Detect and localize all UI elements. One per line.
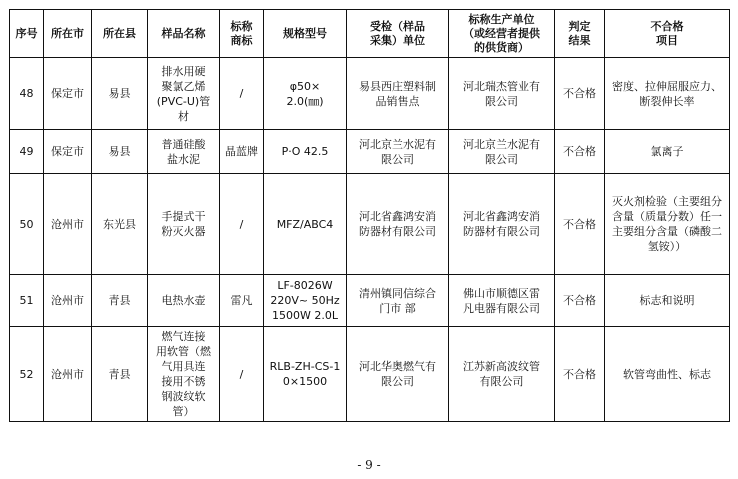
cell-result: 不合格 bbox=[555, 58, 605, 130]
header-seq: 序号 bbox=[10, 10, 44, 58]
cell-inspected-unit: 清州镇同信综合 门市 部 bbox=[347, 275, 449, 327]
cell-spec: MFZ/ABC4 bbox=[264, 174, 347, 275]
cell-county: 东光县 bbox=[92, 174, 148, 275]
cell-seq: 52 bbox=[10, 327, 44, 422]
cell-spec: φ50× 2.0(㎜) bbox=[264, 58, 347, 130]
cell-producer: 江苏新高波纹管 有限公司 bbox=[449, 327, 555, 422]
cell-sample-name: 排水用硬 聚氯乙烯 (PVC-U)管 材 bbox=[148, 58, 220, 130]
cell-producer: 佛山市顺德区雷 凡电器有限公司 bbox=[449, 275, 555, 327]
cell-spec: LF-8026W 220V~ 50Hz 1500W 2.0L bbox=[264, 275, 347, 327]
table-row bbox=[10, 327, 730, 422]
cell-inspected-unit: 河北华奥燃气有 限公司 bbox=[347, 327, 449, 422]
cell-producer: 河北京兰水泥有 限公司 bbox=[449, 130, 555, 174]
cell-seq: 51 bbox=[10, 275, 44, 327]
cell-inspected-unit: 易县西庄塑料制 品销售点 bbox=[347, 58, 449, 130]
header-sample-name: 样品名称 bbox=[148, 10, 220, 58]
cell-producer: 河北省鑫鸿安消 防器材有限公司 bbox=[449, 174, 555, 275]
cell-city: 沧州市 bbox=[44, 327, 92, 422]
cell-brand: 雷凡 bbox=[220, 275, 264, 327]
cell-sample-name: 普通硅酸 盐水泥 bbox=[148, 130, 220, 174]
cell-county: 青县 bbox=[92, 327, 148, 422]
cell-inspected-unit: 河北京兰水泥有 限公司 bbox=[347, 130, 449, 174]
header-city: 所在市 bbox=[44, 10, 92, 58]
cell-spec: RLB-ZH-CS-1 0×1500 bbox=[264, 327, 347, 422]
cell-failed-items: 密度、拉伸屈服应力、 断裂伸长率 bbox=[605, 58, 730, 130]
table-row bbox=[10, 130, 730, 174]
header-row bbox=[10, 10, 730, 58]
cell-inspected-unit: 河北省鑫鸿安消 防器材有限公司 bbox=[347, 174, 449, 275]
cell-result: 不合格 bbox=[555, 275, 605, 327]
cell-spec: P·O 42.5 bbox=[264, 130, 347, 174]
cell-seq: 48 bbox=[10, 58, 44, 130]
cell-city: 保定市 bbox=[44, 130, 92, 174]
cell-failed-items: 灭火剂检验（主要组分 含量（质量分数）任一 主要组分含量（磷酸二 氢铵）） bbox=[605, 174, 730, 275]
cell-failed-items: 氯离子 bbox=[605, 130, 730, 174]
header-inspected-unit: 受检（样品 采集）单位 bbox=[347, 10, 449, 58]
cell-county: 易县 bbox=[92, 130, 148, 174]
cell-failed-items: 标志和说明 bbox=[605, 275, 730, 327]
cell-sample-name: 手提式干 粉灭火器 bbox=[148, 174, 220, 275]
cell-county: 易县 bbox=[92, 58, 148, 130]
header-result: 判定 结果 bbox=[555, 10, 605, 58]
table-row bbox=[10, 58, 730, 130]
cell-county: 青县 bbox=[92, 275, 148, 327]
cell-brand: / bbox=[220, 58, 264, 130]
page-number: - 9 - bbox=[357, 458, 381, 472]
inspection-results-table bbox=[9, 9, 730, 422]
cell-city: 沧州市 bbox=[44, 174, 92, 275]
cell-producer: 河北瑞杰管业有 限公司 bbox=[449, 58, 555, 130]
cell-failed-items: 软管弯曲性、标志 bbox=[605, 327, 730, 422]
cell-result: 不合格 bbox=[555, 174, 605, 275]
cell-result: 不合格 bbox=[555, 327, 605, 422]
header-failed-items: 不合格 项目 bbox=[605, 10, 730, 58]
table-row bbox=[10, 174, 730, 275]
cell-brand: / bbox=[220, 174, 264, 275]
cell-city: 沧州市 bbox=[44, 275, 92, 327]
cell-seq: 50 bbox=[10, 174, 44, 275]
cell-brand: / bbox=[220, 327, 264, 422]
header-brand: 标称 商标 bbox=[220, 10, 264, 58]
cell-sample-name: 电热水壶 bbox=[148, 275, 220, 327]
cell-sample-name: 燃气连接 用软管（燃 气用具连 接用不锈 钢波纹软 管） bbox=[148, 327, 220, 422]
cell-seq: 49 bbox=[10, 130, 44, 174]
cell-brand: 晶蓝牌 bbox=[220, 130, 264, 174]
header-spec: 规格型号 bbox=[264, 10, 347, 58]
table-row bbox=[10, 275, 730, 327]
cell-city: 保定市 bbox=[44, 58, 92, 130]
cell-result: 不合格 bbox=[555, 130, 605, 174]
header-county: 所在县 bbox=[92, 10, 148, 58]
header-producer: 标称生产单位 （或经营者提供 的供货商） bbox=[449, 10, 555, 58]
